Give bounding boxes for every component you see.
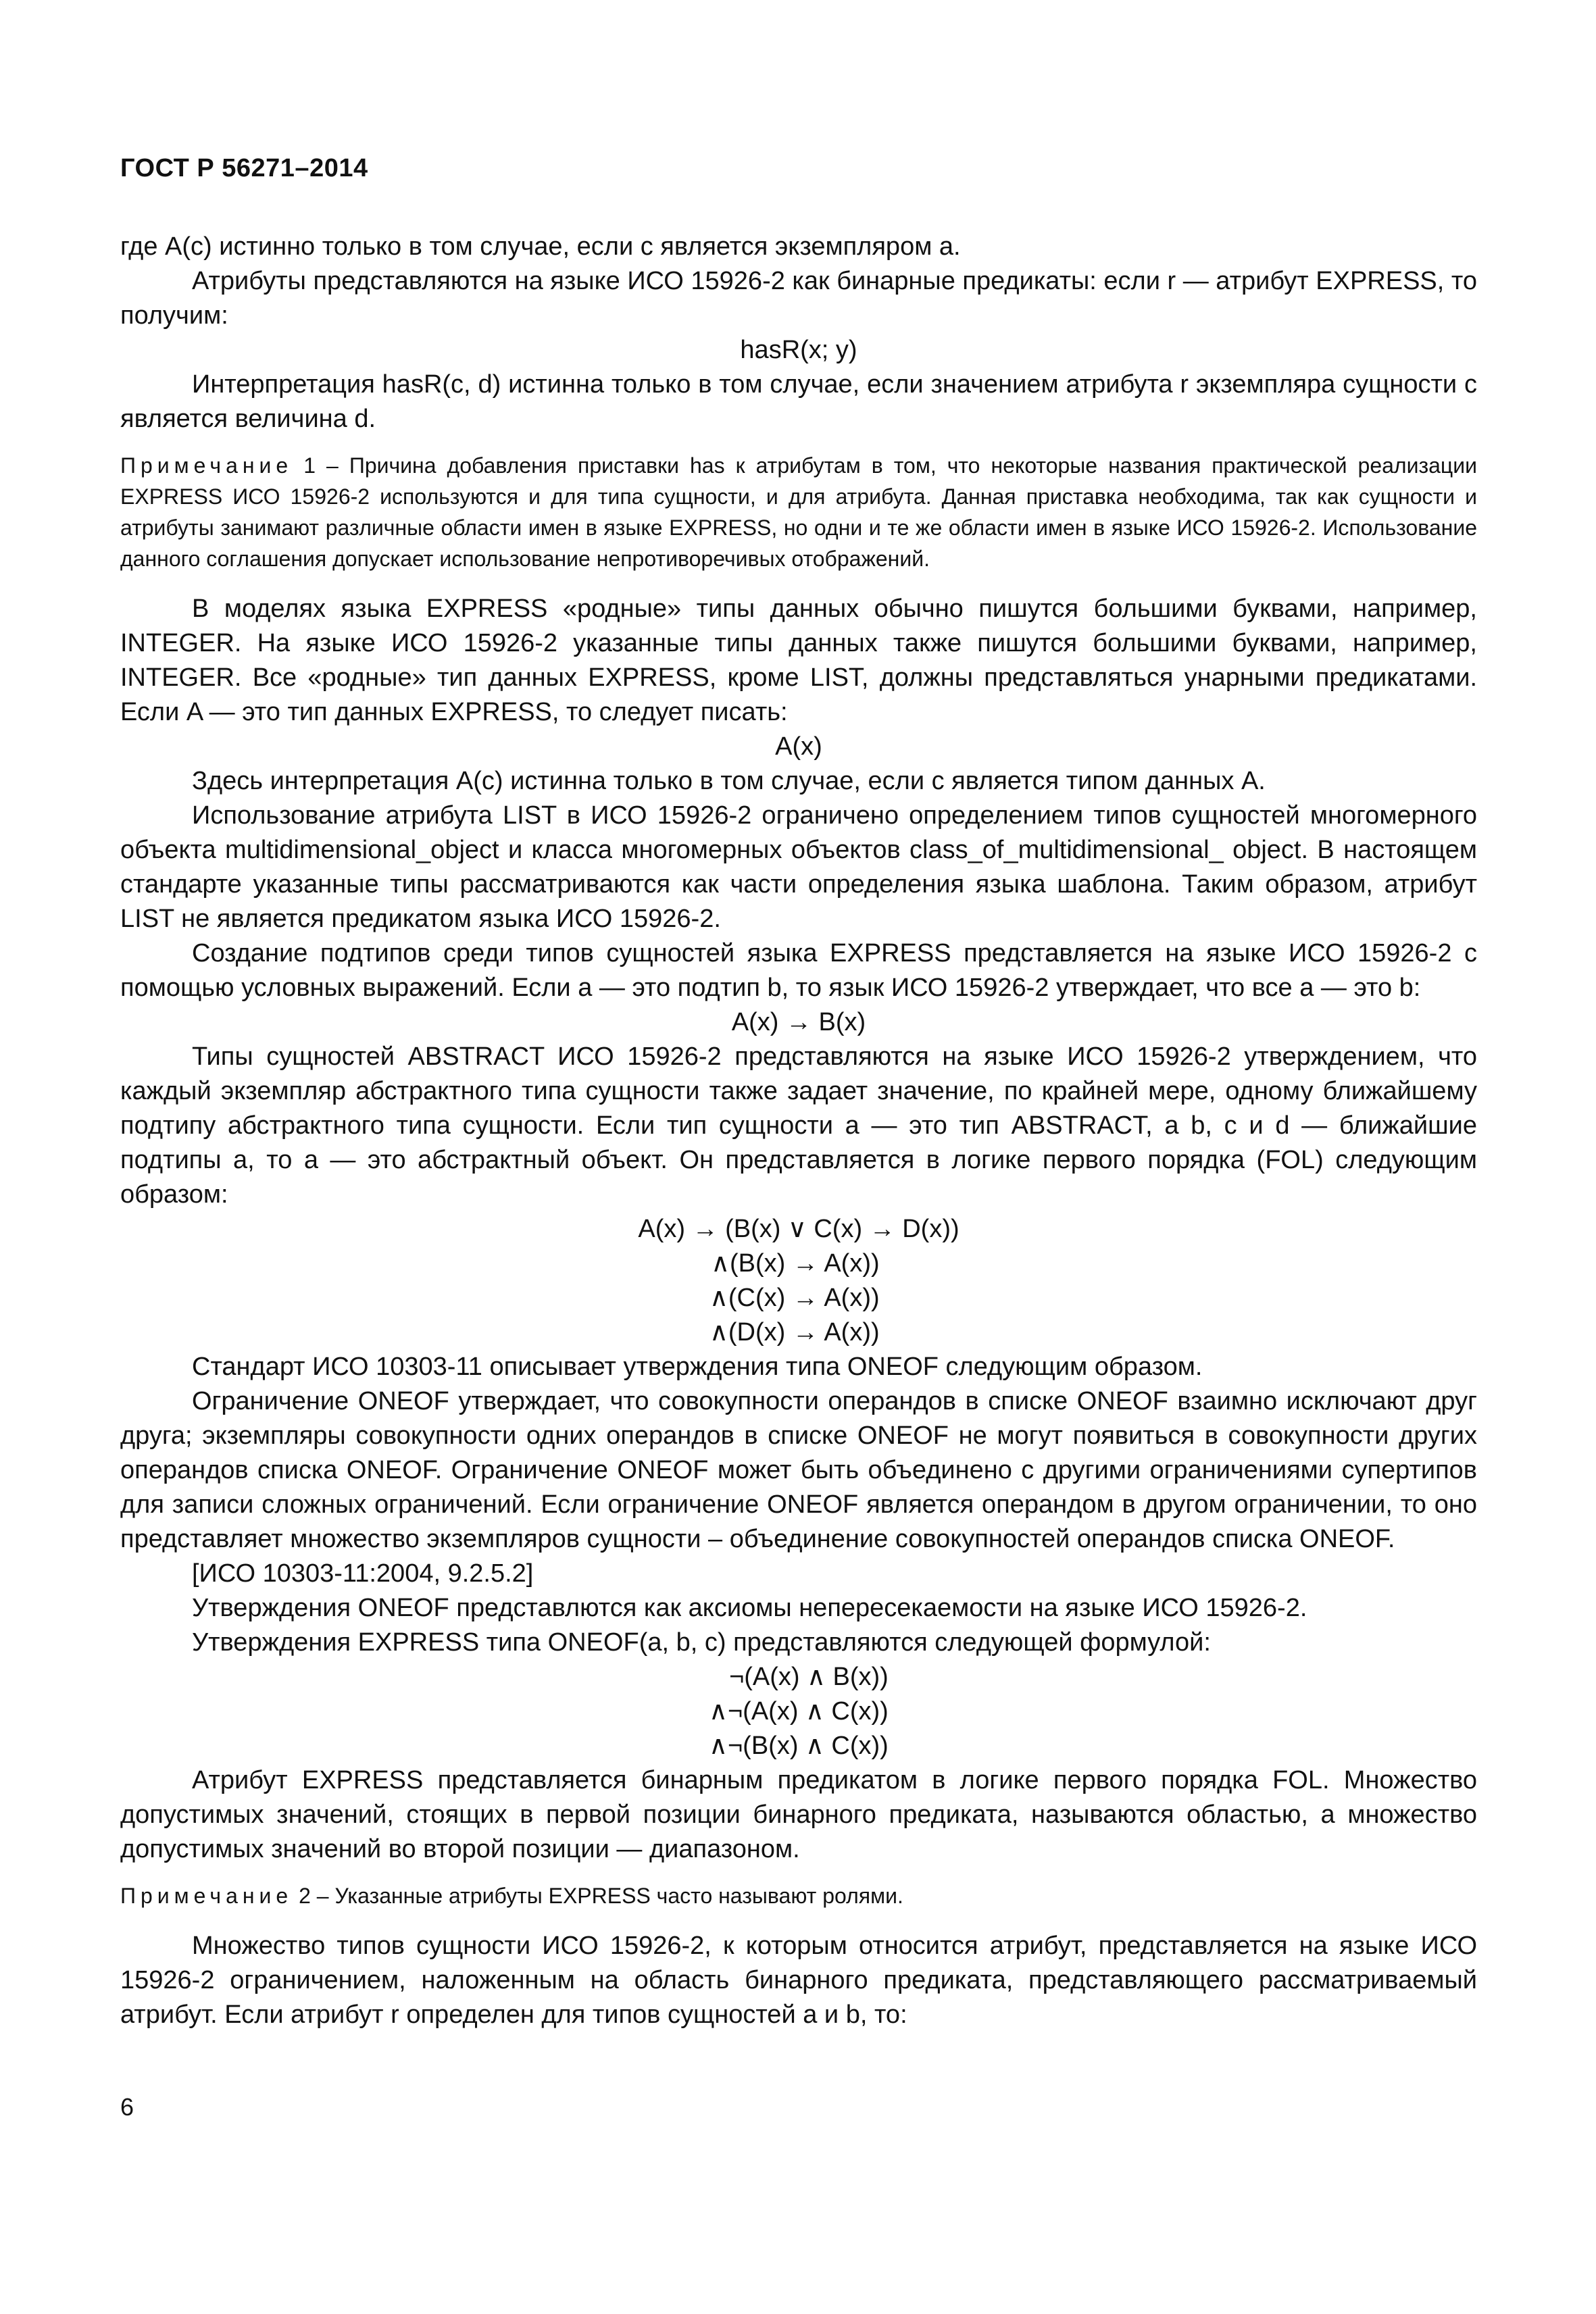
formula-line: ∧¬(B(x) ∧ C(x)) (709, 1732, 889, 1760)
note-label: Примечание (120, 453, 293, 478)
formula-line: ∧¬(A(x) ∧ C(x)) (709, 1697, 889, 1726)
paragraph: Атрибуты представляются на языке ИСО 15926-2 как бинарные предикаты: если r — атрибут EXPRESS, то получим: (120, 267, 1477, 330)
note-text: 2 – Указанные атрибуты EXPRESS часто называют ролями. (293, 1884, 903, 1908)
paragraph: где A(c) истинно только в том случае, если c является экземпляром a. (120, 232, 961, 261)
note-text: 1 – Причина добавления приставки has к атрибутам в том, что некоторые названия практической реализации EXPRESS ИСО 15926-2 используются и для типа сущности, и для атрибута. Данная приставка необходима, так как сущности и атрибуты занимают различные области имен в языке EXPRESS, но одни и те же области имен в языке ИСО 15926-2. Использование данного соглашения допускает использование непротиворечивых отображений. (120, 453, 1477, 571)
paragraph: Ограничение ONEOF утверждает, что совокупности операндов в списке ONEOF взаимно исключают друг друга; экземпляры совокупности одних операндов в списке ONEOF не могут появиться в совокупности других операндов списка ONEOF. Ограничение ONEOF может быть объединено с другими ограничениями супертипов для записи сложных ограничений. Если ограничение ONEOF является операндом в другом ограничении, то оно представляет множество экземпляров сущности – объединение совокупностей операндов списка ONEOF. (120, 1387, 1477, 1553)
document-header: ГОСТ Р 56271–2014 (120, 154, 368, 182)
page-number: 6 (120, 2093, 134, 2121)
document-body (120, 230, 1477, 2032)
reference: [ИСО 10303-11:2004, 9.2.5.2] (192, 1559, 534, 1588)
formula-line: ∧(D(x) → A(x)) (709, 1318, 880, 1347)
paragraph: Утверждения ONEOF представлются как аксиомы непересекаемости на языке ИСО 15926-2. (192, 1594, 1307, 1622)
formula-line: A(x) → (B(x) ∨ C(x) → D(x)) (638, 1215, 959, 1243)
formula-line: ¬(A(x) ∧ B(x)) (729, 1663, 889, 1691)
paragraph: Стандарт ИСО 10303-11 описывает утверждения типа ONEOF следующим образом. (192, 1353, 1203, 1381)
note (120, 450, 1477, 574)
formula: hasR(x; y) (740, 336, 857, 364)
note-label: Примечание (120, 1884, 293, 1908)
paragraph: Атрибут EXPRESS представляется бинарным предикатом в логике первого порядка FOL. Множество допустимых значений, стоящих в первой позиции бинарного предиката, называются областью, а множество допустимых значений во второй позиции — диапазоном. (120, 1766, 1477, 1863)
paragraph: В моделях языка EXPRESS «родные» типы данных обычно пишутся большими буквами, например, INTEGER. На языке ИСО 15926-2 указанные типы данных также пишутся большими буквами, например, INTEGER. Все «родные» тип данных EXPRESS, кроме LIST, должны представляться унарными предикатами. Если A — это тип данных EXPRESS, то следует писать: (120, 595, 1477, 726)
formula-block (120, 1660, 1477, 1763)
formula: A(x) → B(x) (731, 1008, 866, 1036)
paragraph: Интерпретация hasR(c, d) истинна только в том случае, если значением атрибута r экземпляра сущности c является величина d. (120, 370, 1477, 433)
paragraph: Утверждения EXPRESS типа ONEOF(a, b, c) представляются следующей формулой: (192, 1628, 1211, 1657)
paragraph: Типы сущностей ABSTRACT ИСО 15926-2 представляются на языке ИСО 15926-2 утверждением, что каждый экземпляр абстрактного типа сущности также задает значение, по крайней мере, одному ближайшему подтипу абстрактного типа сущности. Если тип сущности a — это тип ABSTRACT, a b, c и d — ближайшие подтипы a, то a — это абстрактный объект. Он представляется в логике первого порядка (FOL) следующим образом: (120, 1042, 1477, 1209)
formula-block (120, 1212, 1477, 1350)
paragraph: Создание подтипов среди типов сущностей языка EXPRESS представляется на языке ИСО 15926-2 с помощью условных выражений. Если a — это подтип b, то язык ИСО 15926-2 утверждает, что все a — это b: (120, 939, 1477, 1002)
paragraph: Множество типов сущности ИСО 15926-2, к которым относится атрибут, представляется на языке ИСО 15926-2 ограничением, наложенным на область бинарного предиката, представляющего рассматриваемый атрибут. Если атрибут r определен для типов сущностей a и b, то: (120, 1932, 1477, 2029)
note (120, 1880, 1477, 1911)
formula-line: ∧(C(x) → A(x)) (709, 1284, 880, 1312)
paragraph: Здесь интерпретация A(c) истинна только в том случае, если c является типом данных A. (192, 767, 1266, 795)
formula-line: ∧(B(x) → A(x)) (711, 1249, 880, 1278)
paragraph: Использование атрибута LIST в ИСО 15926-2 ограничено определением типов сущностей многомерного объекта multidimensional_object и класса многомерных объектов class_of_multidimensional_ object. В настоящем стандарте указанные типы рассматриваются как части определения языка шаблона. Таким образом, атрибут LIST не является предикатом языка ИСО 15926-2. (120, 801, 1477, 933)
formula: A(x) (775, 732, 822, 761)
